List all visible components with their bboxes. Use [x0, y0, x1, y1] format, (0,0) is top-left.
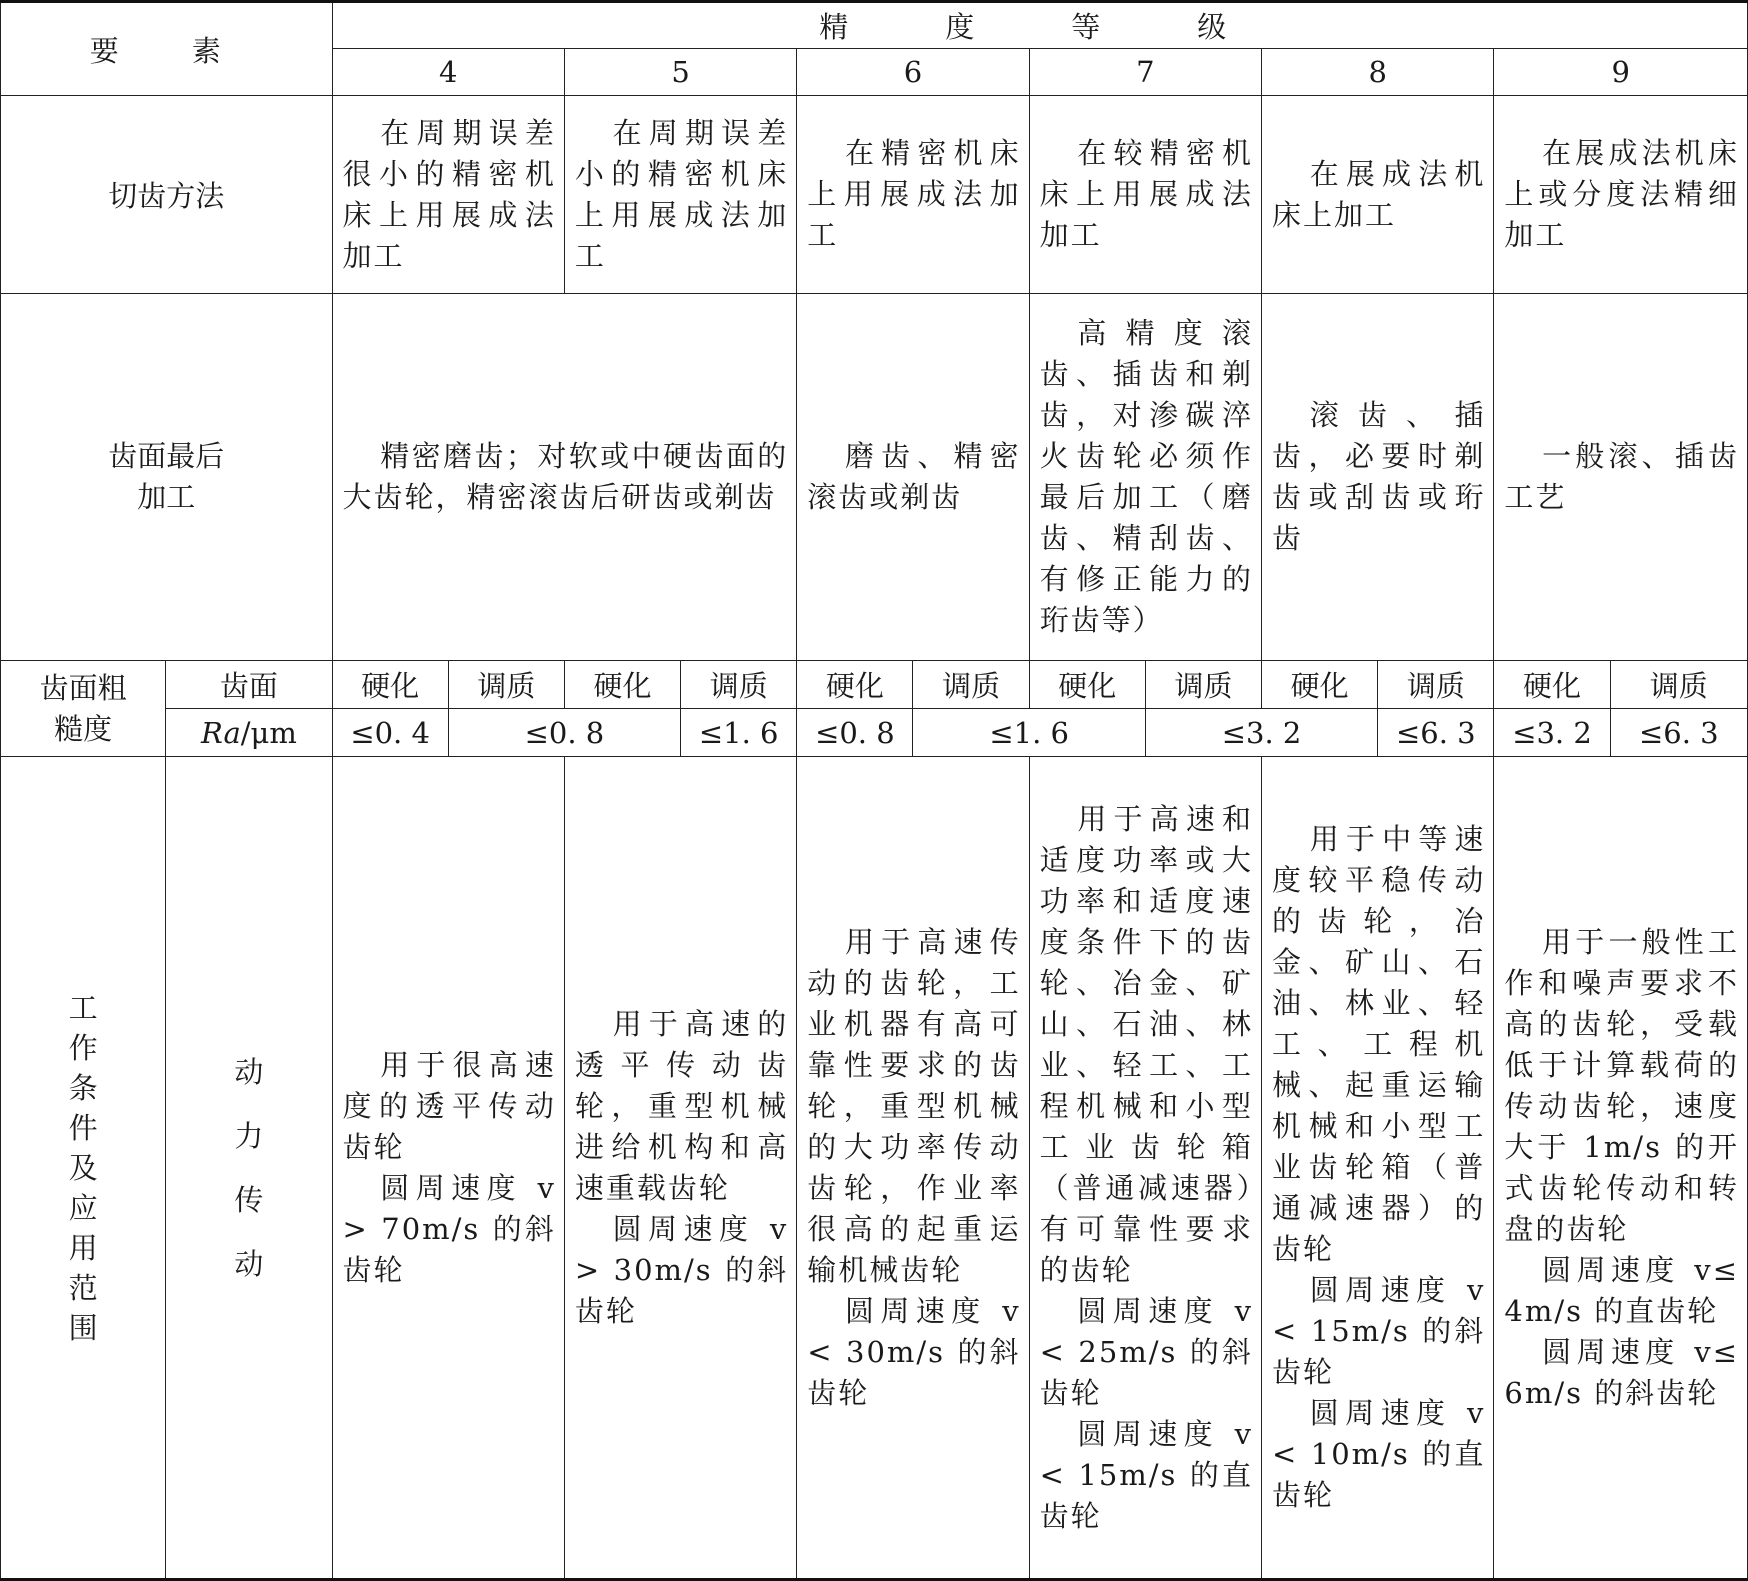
application-row [1, 757, 1748, 1580]
application-cell-6: 用于高速传动的齿轮，工业机器有高可靠性要求的齿轮，重型机械的大功率传动齿轮，作业率很高的起重运输机械齿轮 圆周速度 v < 30m/s 的斜齿轮 [797, 757, 1029, 1580]
finishing-label: 齿面最后 加工 [1, 294, 333, 661]
surface-tempered-7: 调质 [1145, 661, 1261, 709]
application-sublabel: 动力传动 [166, 757, 332, 1580]
ra-label: Ra/μm [166, 709, 332, 757]
roughness-ra-row [1, 709, 1748, 757]
finishing-cell-7: 高精度滚齿、插齿和剃齿，对渗碳淬火齿轮必须作最后加工（磨齿、精刮齿、有修正能力的珩齿等） [1029, 294, 1261, 661]
finishing-cell-9: 一般滚、插齿工艺 [1494, 294, 1748, 661]
surface-tempered-5: 调质 [681, 661, 797, 709]
cutting-cell-5: 在周期误差小的精密机床上用展成法加工 [564, 96, 796, 294]
surface-tempered-9: 调质 [1610, 661, 1747, 709]
finishing-cell-4-5: 精密磨齿；对软或中硬齿面的大齿轮，精密滚齿后研齿或剃齿 [332, 294, 797, 661]
cutting-cell-4: 在周期误差很小的精密机床上用展成法加工 [332, 96, 564, 294]
grade-header-7: 7 [1029, 49, 1261, 96]
grade-group-header [332, 2, 1747, 49]
grade-header-9: 9 [1494, 49, 1748, 96]
cutting-cell-9: 在展成法机床上或分度法精细加工 [1494, 96, 1748, 294]
element-header-label: 要 素 [89, 33, 243, 68]
surface-hardened-5: 硬化 [564, 661, 680, 709]
ra-value-4-hardened: ≤0. 4 [332, 709, 448, 757]
ra-value-4-tempered-5-hardened: ≤0. 8 [448, 709, 680, 757]
ra-value-6-tempered-7-hardened: ≤1. 6 [913, 709, 1145, 757]
ra-value-7-tempered-8-hardened: ≤3. 2 [1145, 709, 1377, 757]
roughness-surface-row [1, 661, 1748, 709]
surface-label: 齿面 [166, 661, 332, 709]
surface-hardened-9: 硬化 [1494, 661, 1610, 709]
application-cell-9: 用于一般性工作和噪声要求不高的齿轮，受载低于计算载荷的传动齿轮，速度大于 1m/s 的开式齿轮传动和转盘的齿轮 圆周速度 v≤ 4m/s 的直齿轮 圆周速度 v≤ 6m/s 的斜齿轮 [1494, 757, 1748, 1580]
grade-header-6: 6 [797, 49, 1029, 96]
surface-hardened-7: 硬化 [1029, 661, 1145, 709]
surface-hardened-4: 硬化 [332, 661, 448, 709]
finishing-cell-6: 磨齿、精密滚齿或剃齿 [797, 294, 1029, 661]
application-cell-4: 用于很高速度的透平传动齿轮 圆周速度 v > 70m/s 的斜齿轮 [332, 757, 564, 1580]
application-cell-5: 用于高速的透平传动齿轮，重型机械进给机构和高速重载齿轮 圆周速度 v > 30m/s 的斜齿轮 [564, 757, 796, 1580]
roughness-label: 齿面粗 糙度 [1, 661, 166, 757]
grade-header-4: 4 [332, 49, 564, 96]
ra-value-8-tempered: ≤6. 3 [1378, 709, 1494, 757]
application-cell-8: 用于中等速度较平稳传动的齿轮，冶金、矿山、石油、林业、轻工、工程机械、起重运输机械和小型工业齿轮箱（普通减速器）的齿轮 圆周速度 v < 15m/s 的斜齿轮 圆周速度 v < 10m/s 的直齿轮 [1262, 757, 1494, 1580]
grade-header-5: 5 [564, 49, 796, 96]
cutting-cell-6: 在精密机床上用展成法加工 [797, 96, 1029, 294]
element-header-cell [1, 2, 333, 96]
surface-tempered-8: 调质 [1378, 661, 1494, 709]
cutting-method-label: 切齿方法 [1, 96, 333, 294]
ra-value-6-hardened: ≤0. 8 [797, 709, 913, 757]
surface-hardened-6: 硬化 [797, 661, 913, 709]
application-label: 工作条件及应用范围 [1, 757, 166, 1580]
cutting-cell-7: 在较精密机床上用展成法加工 [1029, 96, 1261, 294]
cutting-cell-8: 在展成法机床上加工 [1262, 96, 1494, 294]
grade-group-label: 精 度 等 级 [819, 10, 1261, 44]
cutting-method-row [1, 96, 1748, 294]
surface-hardened-8: 硬化 [1262, 661, 1378, 709]
header-row-group [1, 2, 1748, 49]
finishing-cell-8: 滚齿、插齿，必要时剃齿或刮齿或珩齿 [1262, 294, 1494, 661]
ra-value-9-hardened: ≤3. 2 [1494, 709, 1610, 757]
surface-tempered-4: 调质 [448, 661, 564, 709]
surface-tempered-6: 调质 [913, 661, 1029, 709]
finishing-row [1, 294, 1748, 661]
application-cell-7: 用于高速和适度功率或大功率和适度速度条件下的齿轮、冶金、矿山、石油、林业、轻工、工程机械和小型工业齿轮箱（普通减速器）有可靠性要求的齿轮 圆周速度 v < 25m/s 的斜齿轮 圆周速度 v < 15m/s 的直齿轮 [1029, 757, 1261, 1580]
ra-value-9-tempered: ≤6. 3 [1610, 709, 1747, 757]
ra-value-5-tempered: ≤1. 6 [681, 709, 797, 757]
grade-header-8: 8 [1262, 49, 1494, 96]
